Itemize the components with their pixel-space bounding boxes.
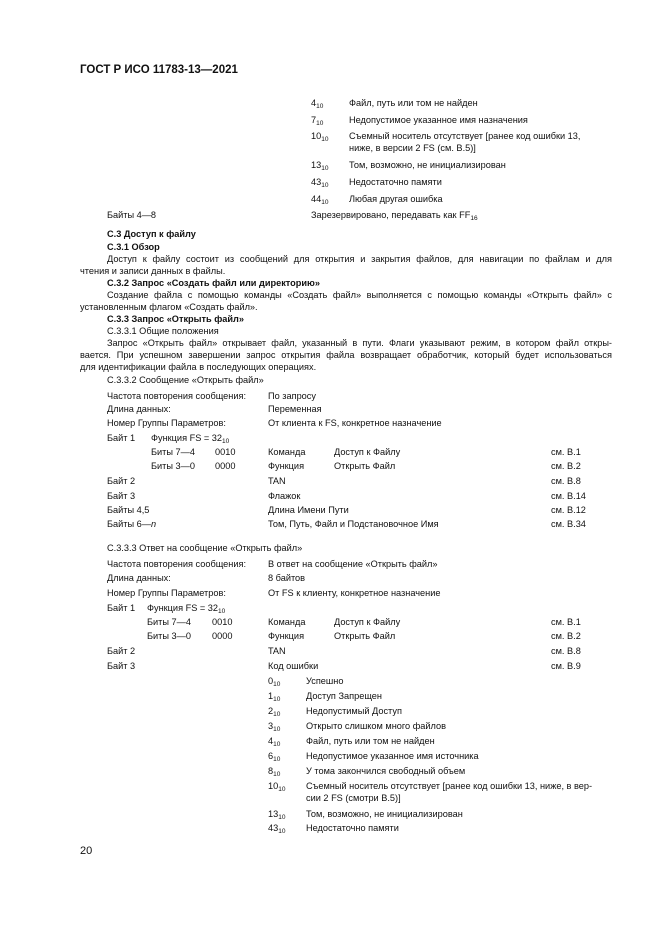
code-text-cont: ниже, в версии 2 FS (см. В.5)] — [349, 143, 476, 153]
code-num: $1_{10}$ — [268, 691, 281, 703]
code-num: $4_{10}$ — [311, 98, 324, 110]
msg1-ref: см. В.1 — [551, 447, 581, 457]
section-c333-heading: С.3.3.3 Ответ на сообщение «Открыть файл» — [107, 543, 303, 553]
code-text: Том, возможно, не инициализирован — [306, 809, 463, 819]
section-c31-text-2: чтения и записи данных в файлы. — [80, 266, 226, 276]
msg1-byte-label: Байт 2 — [107, 476, 136, 486]
msg2-value: От FS к клиенту, конкретное назначение — [268, 588, 441, 598]
msg2-label: Длина данных: — [107, 573, 171, 583]
code-text: Съемный носитель отсутствует [ранее код ошибки 13, — [349, 131, 581, 141]
msg1-byte-label: Байт 3 — [107, 491, 136, 501]
msg2-byte1-label: Байт 1 — [107, 603, 136, 613]
code-text: Открыто слишком много файлов — [306, 721, 446, 731]
section-c3-heading: С.3 Доступ к файлу — [107, 229, 196, 239]
code-text: Любая другая ошибка — [349, 194, 443, 204]
msg1-label: Частота повторения сообщения: — [107, 391, 247, 401]
code-num: $13_{10}$ — [268, 809, 286, 821]
msg2-label: Номер Группы Параметров: — [107, 588, 226, 598]
msg1-byte1-func: Функция FS = $32_{10}$ — [151, 433, 230, 445]
msg2-byte3-field: Код ошибки — [268, 661, 319, 671]
msg1-byte-field: Том, Путь, Файл и Подстановочное Имя — [268, 519, 439, 529]
code-text-cont: сии 2 FS (смотри В.5)] — [306, 793, 401, 803]
msg1-byte-label: Байты 6—n — [107, 519, 157, 529]
code-num: $43_{10}$ — [311, 177, 329, 189]
section-c331-heading: С.3.3.1 Общие положения — [107, 326, 219, 336]
code-num: $0_{10}$ — [268, 676, 281, 688]
page-number: 20 — [80, 845, 93, 857]
section-c33-heading: С.3.3 Запрос «Открыть файл» — [107, 314, 244, 324]
msg1-label: Длина данных: — [107, 404, 171, 414]
msg2-value: 8 байтов — [268, 573, 306, 583]
msg1-byte1-label: Байт 1 — [107, 433, 136, 443]
code-text: У тома закончился свободный объем — [306, 766, 466, 776]
msg2-bits: Биты 3—0 — [147, 631, 191, 641]
msg2-field: Функция — [268, 631, 305, 641]
section-c31-heading: С.3.1 Обзор — [107, 242, 160, 252]
msg1-byte-label: Байты 4,5 — [107, 505, 150, 515]
msg2-value: В ответ на сообщение «Открыть файл» — [268, 559, 438, 569]
code-num: $4_{10}$ — [268, 736, 281, 748]
msg2-byte2-field: TAN — [268, 646, 286, 656]
section-c31-text-1: Доступ к файлу состоит из сообщений для открытия и закрытия файлов, для навигации по файлам и для — [107, 254, 612, 264]
section-c331-text-3: для идентификации файла в последующих операциях. — [80, 362, 317, 372]
msg2-bits-val: 0010 — [212, 617, 233, 627]
msg1-label: Номер Группы Параметров: — [107, 418, 226, 428]
msg1-byte-field: Длина Имени Пути — [268, 505, 349, 515]
document-header: ГОСТ Р ИСО 11783-13—2021 — [80, 64, 238, 76]
msg2-byte2-label: Байт 2 — [107, 646, 136, 656]
msg2-ref: см. В.9 — [551, 661, 581, 671]
bytes-4-8-label: Байты 4—8 — [107, 210, 157, 220]
code-num: $8_{10}$ — [268, 766, 281, 778]
section-c32-text-1: Создание файла с помощью команды «Создать файл» выполняется с помощью команды «Открыть файл» с — [107, 290, 612, 300]
code-text: Файл, путь или том не найден — [306, 736, 435, 746]
msg1-bits: Биты 3—0 — [151, 461, 195, 471]
msg1-desc: Открыть Файл — [334, 461, 396, 471]
msg2-bits-val: 0000 — [212, 631, 233, 641]
msg1-byte-field: Флажок — [268, 491, 301, 501]
msg1-field: Функция — [268, 461, 305, 471]
msg2-ref: см. В.1 — [551, 617, 581, 627]
code-num: $3_{10}$ — [268, 721, 281, 733]
msg1-desc: Доступ к Файлу — [334, 447, 401, 457]
msg1-ref: см. В.12 — [551, 505, 586, 515]
code-text: Файл, путь или том не найден — [349, 98, 478, 108]
msg2-desc: Доступ к Файлу — [334, 617, 401, 627]
msg1-ref: см. В.2 — [551, 461, 581, 471]
code-text: Том, возможно, не инициализирован — [349, 160, 506, 170]
code-num: $44_{10}$ — [311, 194, 329, 206]
msg2-ref: см. В.2 — [551, 631, 581, 641]
msg2-bits: Биты 7—4 — [147, 617, 191, 627]
msg1-bits-val: 0010 — [215, 447, 236, 457]
msg1-bits: Биты 7—4 — [151, 447, 195, 457]
code-num: $43_{10}$ — [268, 823, 286, 835]
msg1-ref: см. В.34 — [551, 519, 586, 529]
section-c331-text-1: Запрос «Открыть файл» открывает файл, указанный в пути. Флаги указывают режим, в котором файл откры- — [107, 338, 612, 348]
msg2-field: Команда — [268, 617, 306, 627]
msg2-desc: Открыть Файл — [334, 631, 396, 641]
msg2-label: Частота повторения сообщения: — [107, 559, 247, 569]
msg2-ref: см. В.8 — [551, 646, 581, 656]
code-num: $7_{10}$ — [311, 115, 324, 127]
msg1-value: От клиента к FS, конкретное назначение — [268, 418, 442, 428]
code-text: Доступ Запрещен — [306, 691, 382, 701]
bytes-4-8-text: Зарезервировано, передавать как $FF_{16}$ — [311, 210, 478, 222]
msg1-bits-val: 0000 — [215, 461, 236, 471]
section-c332-heading: С.3.3.2 Сообщение «Открыть файл» — [107, 375, 264, 385]
msg2-byte1-func: Функция FS = $32_{10}$ — [147, 603, 226, 615]
msg1-value: По запросу — [268, 391, 316, 401]
msg1-value: Переменная — [268, 404, 322, 414]
code-num: $6_{10}$ — [268, 751, 281, 763]
msg1-field: Команда — [268, 447, 306, 457]
msg1-ref: см. В.8 — [551, 476, 581, 486]
code-text: Недопустимое указанное имя назначения — [349, 115, 528, 125]
section-c331-text-2: вается. При успешном завершении запрос открытия файла возвращает обработчик, который будет использоваться — [80, 350, 612, 360]
code-text: Съемный носитель отсутствует [ранее код ошибки 13, ниже, в вер- — [306, 781, 593, 791]
code-text: Недостаточно памяти — [349, 177, 442, 187]
code-text: Недостаточно памяти — [306, 823, 399, 833]
code-text: Успешно — [306, 676, 344, 686]
code-num: $10_{10}$ — [311, 131, 329, 143]
code-num: $13_{10}$ — [311, 160, 329, 172]
msg2-byte3-label: Байт 3 — [107, 661, 136, 671]
msg1-byte-field: TAN — [268, 476, 286, 486]
section-c32-heading: С.3.2 Запрос «Создать файл или директорию» — [107, 278, 321, 288]
code-text: Недопустимое указанное имя источника — [306, 751, 479, 761]
section-c32-text-2: установленным флагом «Создать файл». — [80, 302, 258, 312]
msg1-ref: см. В.14 — [551, 491, 586, 501]
code-num: $2_{10}$ — [268, 706, 281, 718]
code-text: Недопустимый Доступ — [306, 706, 402, 716]
code-num: $10_{10}$ — [268, 781, 286, 793]
